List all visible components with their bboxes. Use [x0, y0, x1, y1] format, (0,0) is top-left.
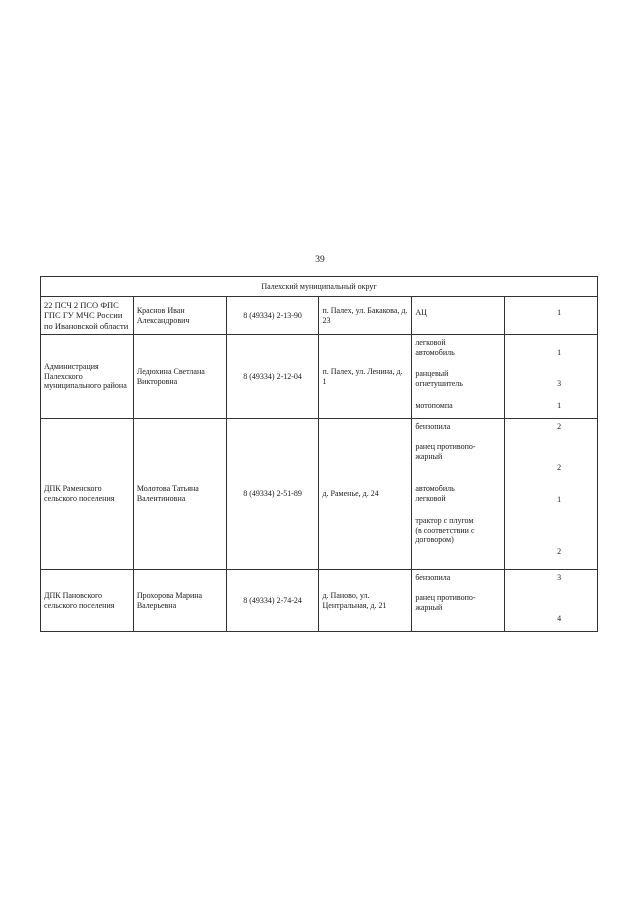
table-caption-row [41, 277, 598, 297]
org-cell: ДПК Пановского сельского поселения [41, 570, 134, 632]
quantity-cell [505, 570, 598, 632]
person-cell: Молотова Татьяна Валентиновна [133, 419, 226, 570]
equipment-name: бензопила [415, 422, 451, 431]
org-cell: Администрация Палехского муниципального района [41, 335, 134, 419]
equipment-name: АЦ [415, 308, 427, 317]
equipment-name: ранец противопо-жарный [415, 442, 476, 461]
phone-cell: 8 (49334) 2-74-24 [226, 570, 319, 632]
person-cell: Ледюхина Светлана Викторовна [133, 335, 226, 419]
table-row [41, 570, 598, 632]
equipment-name: ранцевый огнетушитель [415, 369, 463, 388]
person-cell: Прохорова Марина Валерьевна [133, 570, 226, 632]
phone-cell: 8 (49334) 2-13-90 [226, 297, 319, 335]
quantity-cell [505, 297, 598, 335]
equipment-name: ранец противопо-жарный [415, 593, 476, 612]
address-cell: д. Раменье, д. 24 [319, 419, 412, 570]
equipment-name: мотопомпа [415, 401, 453, 410]
equipment-cell [412, 419, 505, 570]
equipment-qty: 2 [557, 463, 562, 472]
equipment-qty: 1 [557, 308, 562, 317]
equipment-cell [412, 570, 505, 632]
table-row [41, 297, 598, 335]
equipment-qty: 1 [557, 401, 562, 410]
phone-cell: 8 (49334) 2-51-89 [226, 419, 319, 570]
fire-resources-table [40, 276, 598, 632]
page-number: 39 [315, 255, 325, 265]
address-cell: п. Палех, ул. Бакакова, д. 23 [319, 297, 412, 335]
equipment-name: трактор с плугом (в соответствии с договором) [415, 516, 475, 545]
person-cell: Краснов Иван Александрович [133, 297, 226, 335]
equipment-qty: 3 [557, 379, 562, 388]
equipment-cell [412, 335, 505, 419]
equipment-name: автомобиль легковой [415, 484, 455, 503]
phone-cell: 8 (49334) 2-12-04 [226, 335, 319, 419]
equipment-cell [412, 297, 505, 335]
quantity-cell [505, 335, 598, 419]
address-cell: д. Паново, ул. Центральная, д. 21 [319, 570, 412, 632]
table-row [41, 419, 598, 570]
equipment-qty: 1 [557, 348, 562, 357]
address-cell: п. Палех, ул. Ленина, д. 1 [319, 335, 412, 419]
org-cell: 22 ПСЧ 2 ПСО ФПС ГПС ГУ МЧС России по Ивановской области [41, 297, 134, 335]
table-caption: Палехский муниципальный округ [41, 277, 598, 297]
equipment-name: бензопила [415, 573, 451, 582]
equipment-qty: 3 [557, 573, 562, 582]
equipment-name: легковой автомобиль [415, 338, 455, 357]
equipment-qty: 2 [557, 422, 562, 431]
org-cell: ДПК Раменского сельского поселения [41, 419, 134, 570]
equipment-qty: 2 [557, 547, 562, 556]
table-row [41, 335, 598, 419]
equipment-qty: 4 [557, 614, 562, 623]
equipment-qty: 1 [557, 495, 562, 504]
quantity-cell [505, 419, 598, 570]
